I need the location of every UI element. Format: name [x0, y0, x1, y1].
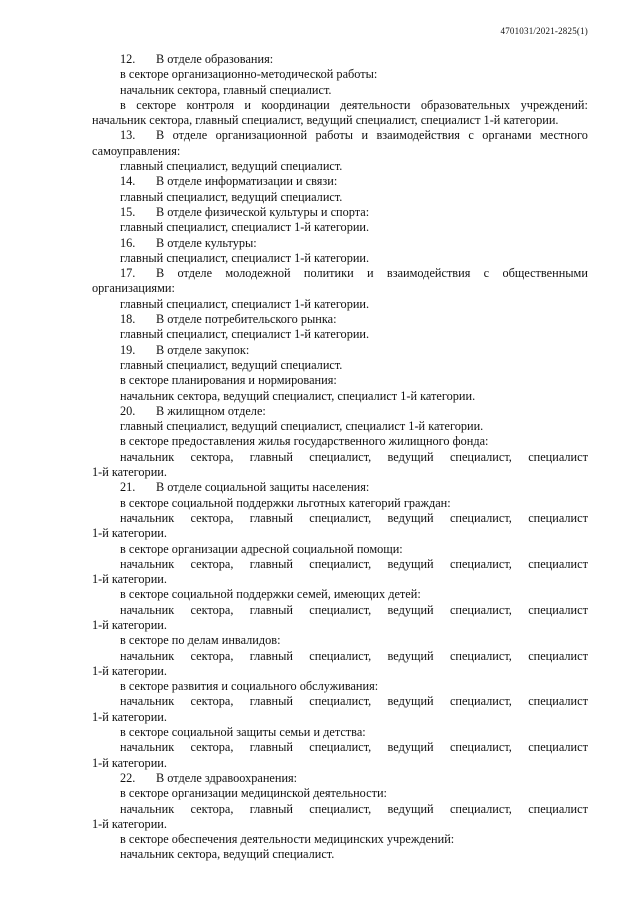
word: специалист,: [449, 449, 512, 464]
word: специалист: [528, 556, 588, 571]
word: и: [367, 266, 374, 281]
staff-list: начальник сектора, главный специалист, ведущий специалист, специалист 1-й категории.: [92, 113, 559, 128]
section-20-heading: [92, 404, 588, 419]
section-number: 14.: [120, 174, 136, 189]
word: В: [156, 266, 165, 281]
section-number: 21.: [120, 480, 136, 495]
word: ведущий: [387, 510, 434, 525]
word: специалист,: [309, 510, 372, 525]
staff-list-justified: [92, 511, 588, 526]
word: специалист,: [449, 801, 512, 816]
word: специалист,: [309, 648, 372, 663]
section-number: 12.: [120, 52, 136, 66]
section-title: В отделе потребительского рынка:: [156, 312, 337, 327]
staff-list: главный специалист, ведущий специалист, специалист 1-й категории.: [120, 419, 484, 434]
section-title: В отделе культуры:: [156, 235, 257, 250]
word: сектора,: [190, 510, 234, 525]
staff-list: главный специалист, специалист 1-й категории.: [120, 296, 370, 311]
staff-list: главный специалист, ведущий специалист.: [120, 189, 343, 204]
staff-list-continued: 1-й категории.: [92, 617, 167, 632]
section-number: 17.: [120, 266, 136, 281]
section-title: В отделе информатизации и связи:: [156, 174, 338, 189]
staff-list: начальник сектора, главный специалист.: [120, 82, 332, 97]
word: местного: [539, 128, 588, 143]
sector-name: в секторе планирования и нормирования:: [120, 373, 337, 388]
staff-list-continued: 1-й категории.: [92, 572, 167, 587]
section-title: В отделе физической культуры и спорта:: [156, 204, 370, 219]
word: специалист,: [309, 602, 372, 617]
word: ведущий: [387, 602, 434, 617]
word: сектора,: [190, 740, 234, 755]
section-13-heading: [92, 128, 588, 143]
staff-list-justified: [92, 694, 588, 709]
staff-list-continued: 1-й категории.: [92, 526, 167, 541]
word: начальник: [120, 740, 175, 755]
word: политики: [303, 266, 354, 281]
staff-list-justified: [92, 649, 588, 664]
section-title: В отделе образования:: [156, 52, 274, 66]
section-title-justified: [156, 266, 588, 281]
section-number: 15.: [120, 204, 136, 219]
word: начальник: [120, 510, 175, 525]
word: специалист: [528, 602, 588, 617]
section-number: 22.: [120, 770, 136, 785]
sector-name-justified: [92, 98, 588, 113]
staff-list-justified: [92, 603, 588, 618]
staff-list: главный специалист, специалист 1-й категории.: [120, 250, 370, 265]
section-title-justified: [156, 128, 588, 143]
word: сектора,: [190, 556, 234, 571]
word: специалист,: [449, 602, 512, 617]
word: специалист,: [309, 449, 372, 464]
word: сектора,: [190, 801, 234, 816]
section-number: 16.: [120, 235, 136, 250]
word: начальник: [120, 694, 175, 709]
word: и: [361, 128, 369, 143]
staff-list: главный специалист, ведущий специалист.: [120, 159, 343, 174]
word: специалист,: [309, 556, 372, 571]
sector-name: в секторе организации медицинской деятельности:: [120, 786, 387, 801]
word: начальник: [120, 648, 175, 663]
section-title-continued: самоуправления:: [92, 143, 181, 158]
word: главный: [249, 602, 293, 617]
word: специалист: [528, 510, 588, 525]
word: начальник: [120, 449, 175, 464]
staff-list-justified: [92, 802, 588, 817]
section-17-heading: [92, 266, 588, 281]
sector-name: в секторе обеспечения деятельности медицинских учреждений:: [120, 832, 455, 847]
word: образовательных: [420, 97, 511, 112]
word: начальник: [120, 801, 175, 816]
staff-list: главный специалист, специалист 1-й категории.: [120, 327, 370, 342]
word: специалист,: [309, 694, 372, 709]
section-title: В отделе социальной защиты населения:: [156, 480, 370, 495]
sector-name: в секторе организационно-методической работы:: [120, 67, 378, 82]
staff-list: начальник сектора, ведущий специалист, специалист 1-й категории.: [120, 388, 476, 403]
word: работы: [315, 128, 354, 143]
word: главный: [249, 556, 293, 571]
word: ведущий: [387, 694, 434, 709]
word: учреждений:: [520, 97, 588, 112]
word: начальник: [120, 556, 175, 571]
word: главный: [249, 694, 293, 709]
word: В: [156, 128, 165, 143]
word: с: [468, 128, 474, 143]
staff-list-continued: 1-й категории.: [92, 465, 167, 480]
word: специалист,: [449, 740, 512, 755]
word: сектора,: [190, 449, 234, 464]
word: взаимодействия: [376, 128, 460, 143]
word: ведущий: [387, 449, 434, 464]
staff-list: начальник сектора, ведущий специалист.: [120, 847, 335, 862]
word: специалист,: [309, 740, 372, 755]
word: контроля: [186, 97, 235, 112]
word: в: [120, 97, 126, 112]
staff-list-continued: 1-й категории.: [92, 816, 167, 831]
word: специалист,: [449, 510, 512, 525]
word: специалист,: [309, 801, 372, 816]
staff-list-justified: [92, 557, 588, 572]
section-number: 13.: [120, 128, 136, 143]
sector-name: в секторе развития и социального обслуживания:: [120, 679, 379, 694]
word: специалист: [528, 449, 588, 464]
word: специалист: [528, 648, 588, 663]
word: специалист,: [449, 694, 512, 709]
word: молодежной: [225, 266, 291, 281]
sector-name: в секторе социальной поддержки льготных категорий граждан:: [120, 495, 451, 510]
word: главный: [249, 510, 293, 525]
word: органами: [482, 128, 532, 143]
sector-name: в секторе социальной защиты семьи и детства:: [120, 725, 366, 740]
section-number: 19.: [120, 342, 136, 357]
word: ведущий: [387, 556, 434, 571]
sector-name: в секторе организации адресной социальной помощи:: [120, 541, 403, 556]
word: главный: [249, 801, 293, 816]
section-number: 20.: [120, 403, 136, 418]
section-16-heading: [92, 236, 588, 251]
word: сектора,: [190, 694, 234, 709]
section-22-heading: [92, 771, 588, 786]
word: с: [483, 266, 490, 281]
section-title: В отделе здравоохранения:: [156, 770, 298, 785]
staff-list-continued: 1-й категории.: [92, 755, 167, 770]
staff-list-justified: [92, 740, 588, 755]
section-19-heading: [92, 343, 588, 358]
word: главный: [249, 740, 293, 755]
section-12-heading: [92, 52, 588, 67]
word: начальник: [120, 602, 175, 617]
word: специалист: [528, 740, 588, 755]
word: главный: [249, 648, 293, 663]
word: специалист,: [449, 648, 512, 663]
section-title-continued: организациями:: [92, 281, 175, 296]
section-18-heading: [92, 312, 588, 327]
section-title: В отделе закупок:: [156, 342, 250, 357]
word: общественными: [502, 266, 588, 281]
document-number: 4701031/2021-2825(1): [500, 26, 588, 36]
word: сектора,: [190, 648, 234, 663]
word: и: [244, 97, 252, 112]
word: главный: [249, 449, 293, 464]
section-15-heading: [92, 205, 588, 220]
staff-list: главный специалист, специалист 1-й категории.: [120, 220, 370, 235]
word: секторе: [136, 97, 177, 112]
staff-list-continued: 1-й категории.: [92, 709, 167, 724]
word: ведущий: [387, 801, 434, 816]
staff-list-continued: 1-й категории.: [92, 663, 167, 678]
word: деятельности: [340, 97, 411, 112]
word: отделе: [172, 128, 208, 143]
section-title: В жилищном отделе:: [156, 403, 266, 418]
staff-list: главный специалист, ведущий специалист.: [120, 357, 343, 372]
word: специалист: [528, 801, 588, 816]
word: ведущий: [387, 648, 434, 663]
word: сектора,: [190, 602, 234, 617]
section-14-heading: [92, 174, 588, 189]
word: организационной: [215, 128, 308, 143]
sector-name: в секторе предоставления жилья государственного жилищного фонда:: [120, 434, 489, 449]
word: отделе: [177, 266, 213, 281]
sector-name: в секторе по делам инвалидов:: [120, 633, 281, 648]
staff-list-justified: [92, 450, 588, 465]
sector-name: в секторе социальной поддержки семей, имеющих детей:: [120, 587, 421, 602]
word: специалист,: [449, 556, 512, 571]
word: специалист: [528, 694, 588, 709]
word: взаимодействия: [386, 266, 471, 281]
word: координации: [261, 97, 330, 112]
section-number: 18.: [120, 312, 136, 327]
document-body: [92, 52, 588, 863]
section-21-heading: [92, 480, 588, 495]
word: ведущий: [387, 740, 434, 755]
